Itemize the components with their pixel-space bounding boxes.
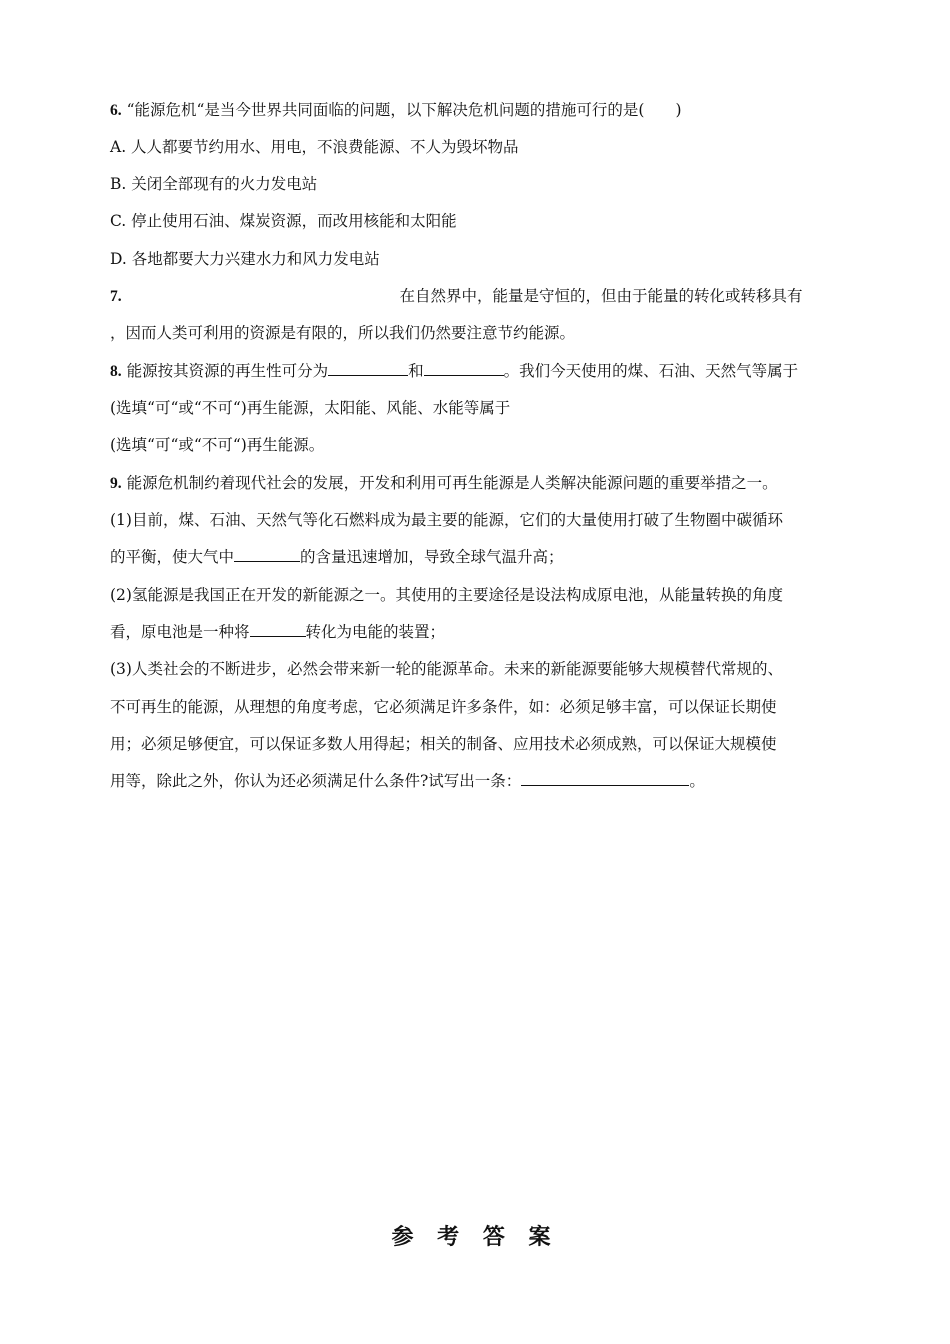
q7-line1 [110,285,803,308]
q9-p1-line2 [110,546,564,568]
q9-number: 9. [110,475,122,492]
q6-stem-line [110,99,682,122]
q9-p3-line4 [110,770,705,792]
q9-blank-1 [234,546,300,562]
q8-line2: (选填“可“或“不可“)再生能源，太阳能、风能、水能等属于 [110,399,511,417]
q9-blank-2 [250,621,306,637]
q9-p3-text-a: 用等，除此之外，你认为还必须满足什么条件?试写出一条： [110,772,522,790]
q9-p3-line3: 用；必须足够便宜，可以保证多数人用得起；相关的制备、应用技术必须成熟，可以保证大规模使 [110,735,777,753]
q6-option-d: D. 各地都要大力兴建水力和风力发电站 [110,250,380,268]
q6-stem: “能源危机“是当今世界共同面临的问题，以下解决危机问题的措施可行的是( ) [126,101,682,119]
q9-p3-line2: 不可再生的能源，从理想的角度考虑，它必须满足许多条件，如：必须足够丰富，可以保证长期使 [110,698,777,716]
q8-number: 8. [110,363,122,380]
q6-option-c: C. 停止使用石油、煤炭资源，而改用核能和太阳能 [110,212,457,230]
q9-p2-line2 [110,621,445,643]
q8-text3: 。我们今天使用的煤、石油、天然气等属于 [503,362,799,380]
q9-p1-text-a: 的平衡，使大气中 [110,548,235,566]
q9-p1-line1: (1)目前，煤、石油、天然气等化石燃料成为最主要的能源，它们的大量使用打破了生物圈中碳循环 [110,511,783,529]
q9-p2-line1: (2)氢能源是我国正在开发的新能源之一。其使用的主要途径是设法构成原电池，从能量转换的角度 [110,586,783,604]
q9-stem: 能源危机制约着现代社会的发展，开发和利用可再生能源是人类解决能源问题的重要举措之一。 [126,474,778,492]
q7-line2: ，因而人类可利用的资源是有限的，所以我们仍然要注意节约能源。 [110,324,576,342]
q7-number: 7. [110,288,122,305]
q6-number: 6. [110,102,122,119]
q9-p1-text-b: 的含量迅速增加，导致全球气温升高； [300,548,564,566]
q8-text1: 能源按其资源的再生性可分为 [126,362,329,380]
q9-stem-line [110,472,778,495]
q9-blank-3 [521,770,689,786]
q9-p2-text-a: 看，原电池是一种将 [110,623,250,641]
q6-option-b: B. 关闭全部现有的火力发电站 [110,175,318,193]
q9-p3-text-b: 。 [689,772,705,790]
q8-text2: 和 [408,362,424,380]
answer-section-title: 参 考 答 案 [391,1224,559,1250]
q7-text1: 在自然界中，能量是守恒的，但由于能量的转化或转移具有 [399,287,803,305]
q9-p2-text-b: 转化为电能的装置； [305,623,446,641]
q6-option-a: A. 人人都要节约用水、用电，不浪费能源、不人为毁坏物品 [110,138,519,156]
q8-blank-2 [424,360,504,376]
q8-blank-1 [328,360,408,376]
q9-p3-line1: (3)人类社会的不断进步，必然会带来新一轮的能源革命。未来的新能源要能够大规模替代常规的、 [110,660,783,678]
q8-line1 [110,360,798,383]
q8-line3: (选填“可“或“不可“)再生能源。 [110,436,325,454]
